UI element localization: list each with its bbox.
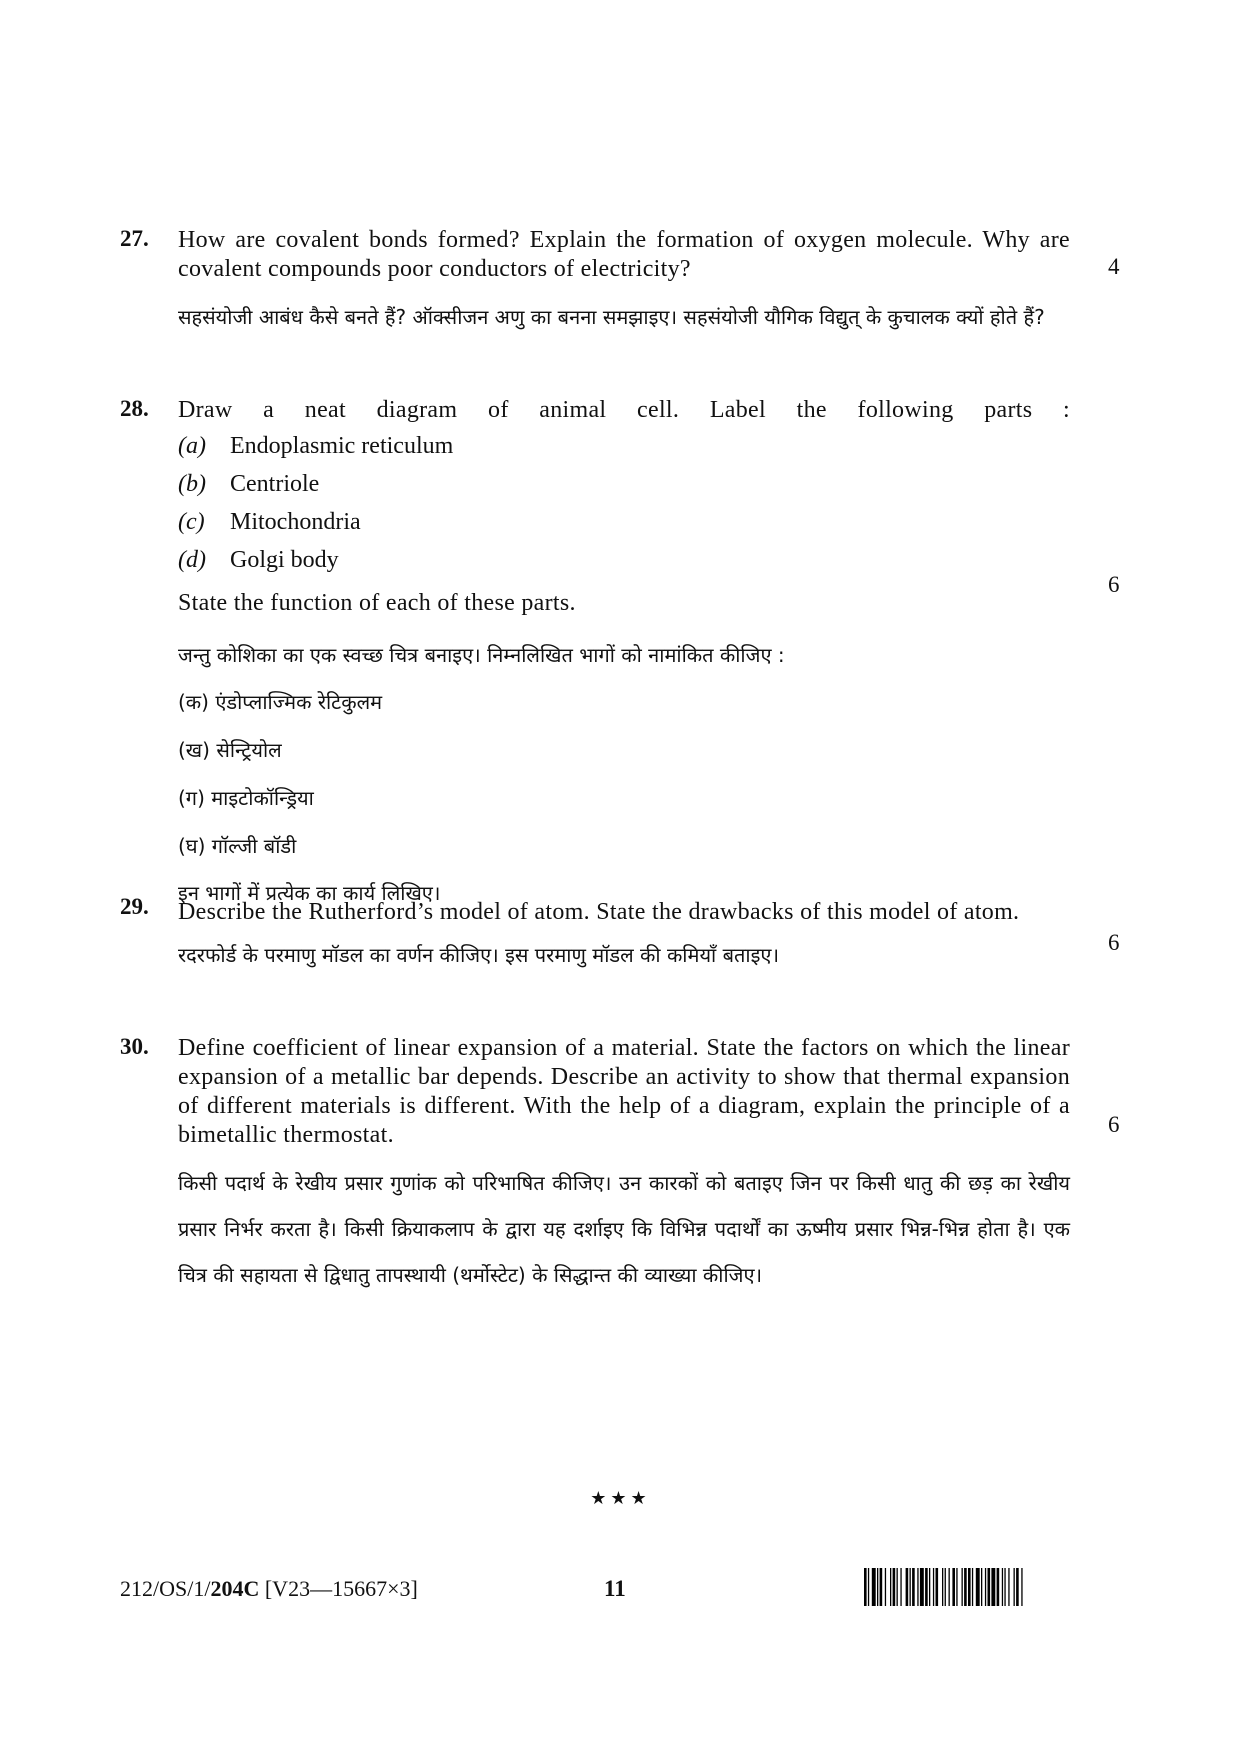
options-list-hi — [178, 678, 1070, 870]
question-text-en: Draw a neat diagram of animal cell. Label the following parts : — [178, 397, 1070, 423]
option-label: (d) — [178, 547, 206, 573]
barcode-bar — [877, 1568, 878, 1606]
barcode-bar — [1008, 1568, 1009, 1606]
barcode-bar — [897, 1568, 898, 1606]
option-text: Golgi body — [230, 547, 339, 573]
barcode-bar — [952, 1568, 955, 1606]
marks: 6 — [1108, 1112, 1120, 1137]
option-label: (c) — [178, 509, 205, 535]
question-text-hi: रदरफोर्ड के परमाणु मॉडल का वर्णन कीजिए। इस परमाणु मॉडल की कमियाँ बताइए। — [178, 943, 780, 967]
barcode-bar — [1002, 1568, 1003, 1606]
barcode-bar — [933, 1568, 934, 1606]
barcode-bar — [906, 1568, 909, 1606]
barcode-bar — [1014, 1568, 1015, 1606]
marks: 6 — [1108, 930, 1120, 955]
question-30 — [120, 1034, 1130, 1298]
barcode-bar — [985, 1568, 986, 1606]
page-number: 11 — [604, 1576, 626, 1601]
barcode-bar — [997, 1568, 1000, 1606]
option-ka: (क) एंडोप्लाज्मिक रेटिकुलम — [178, 690, 383, 714]
question-number: 27. — [120, 226, 149, 251]
question-27 — [120, 226, 1130, 340]
marks: 6 — [1108, 572, 1120, 597]
barcode-bar — [1004, 1568, 1005, 1606]
option-kha: (ख) सेन्ट्रियोल — [178, 738, 282, 762]
barcode-bar — [910, 1568, 911, 1606]
barcode-bar — [925, 1568, 928, 1606]
barcode-bar — [912, 1568, 915, 1606]
barcode-bar — [880, 1568, 883, 1606]
barcode-bar — [1016, 1568, 1019, 1606]
options-list-en — [178, 427, 1070, 579]
question-number: 30. — [120, 1034, 149, 1059]
question-28 — [120, 396, 1130, 916]
question-text-en: How are covalent bonds formed? Explain the formation of oxygen molecule. Why are covalent compounds poor conductors of electricity? — [178, 227, 1070, 282]
barcode-bar — [893, 1568, 896, 1606]
barcode-bar — [864, 1568, 867, 1606]
option-text: Centriole — [230, 471, 320, 497]
question-text-hi: जन्तु कोशिका का एक स्वच्छ चित्र बनाइए। निम्नलिखित भागों को नामांकित कीजिए : — [178, 643, 785, 667]
option-b — [178, 465, 1070, 503]
question-instruction-en: State the function of each of these parts. — [178, 590, 576, 616]
barcode-bar — [988, 1568, 991, 1606]
option-gha: (घ) गॉल्जी बॉडी — [178, 834, 297, 858]
barcode-bar — [885, 1568, 886, 1606]
barcode-bar — [945, 1568, 946, 1606]
option-a — [178, 427, 1070, 465]
question-number: 29. — [120, 894, 149, 919]
paper-code-bold: 204C — [210, 1576, 260, 1601]
question-text-en: Define coefficient of linear expansion of a material. State the factors on which the linear expansion of a metallic bar depends. Describe an activity to show that thermal expansion of different materials is different. With the help of a diagram, explain the principle of a bimetallic thermostat. — [178, 1035, 1070, 1148]
question-text-en: Describe the Rutherford’s model of atom. State the drawbacks of this model of atom. — [178, 899, 1020, 925]
paper-code — [120, 1576, 418, 1602]
barcode-bar — [964, 1568, 967, 1606]
barcode-bar — [917, 1568, 918, 1606]
barcode-bar — [1021, 1568, 1022, 1606]
paper-code-suffix: [V23—15667×3] — [259, 1576, 418, 1601]
option-ga: (ग) माइटोकॉन्ड्रिया — [178, 786, 314, 810]
barcode-bar — [872, 1568, 876, 1606]
barcode-bar — [868, 1568, 869, 1606]
question-instruction-hi: इन भागों में प्रत्येक का कार्य लिखिए। — [178, 881, 441, 905]
option-label: (b) — [178, 471, 206, 497]
option-d — [178, 541, 1070, 579]
barcode-bar — [968, 1568, 971, 1606]
option-c — [178, 503, 1070, 541]
barcode-bar — [929, 1568, 930, 1606]
option-label: (a) — [178, 433, 206, 459]
question-number: 28. — [120, 396, 149, 421]
question-29 — [120, 894, 1130, 978]
barcode-icon — [864, 1568, 1130, 1606]
barcode-bar — [956, 1568, 957, 1606]
barcode-bar — [972, 1568, 973, 1606]
barcode-bar — [976, 1568, 980, 1606]
question-text-hi: किसी पदार्थ के रेखीय प्रसार गुणांक को परिभाषित कीजिए। उन कारकों को बताइए जिन पर किसी धातु की छड़ का रेखीय प्रसार निर्भर करता है। किसी क्रियाकलाप के द्वारा यह दर्शाइए कि विभिन्न पदार्थों का ऊष्मीय प्रसार भिन्न-भिन्न होता है। एक चित्र की सहायता से द्विधातु तापस्थायी (थर्मोस्टेट) के सिद्धान्त की व्याख्या कीजिए। — [178, 1171, 1070, 1287]
barcode-bar — [949, 1568, 950, 1606]
page-footer — [120, 1568, 1130, 1608]
end-stars: ★★★ — [590, 1488, 651, 1509]
barcode-bar — [936, 1568, 939, 1606]
barcode-bar — [981, 1568, 982, 1606]
marks: 4 — [1108, 254, 1120, 279]
barcode-bar — [962, 1568, 963, 1606]
barcode-bar — [900, 1568, 901, 1606]
barcode-bar — [942, 1568, 943, 1606]
option-text: Endoplasmic reticulum — [230, 433, 454, 459]
barcode-bar — [991, 1568, 995, 1606]
option-text: Mitochondria — [230, 509, 361, 535]
barcode-bar — [920, 1568, 924, 1606]
question-text-hi: सहसंयोजी आबंध कैसे बनते हैं? ऑक्सीजन अणु का बनना समझाइए। सहसंयोजी यौगिक विद्युत् के कुचालक क्यों होते हैं? — [178, 305, 1045, 329]
paper-code-prefix: 212/OS/1/ — [120, 1576, 211, 1601]
barcode-bar — [890, 1568, 891, 1606]
